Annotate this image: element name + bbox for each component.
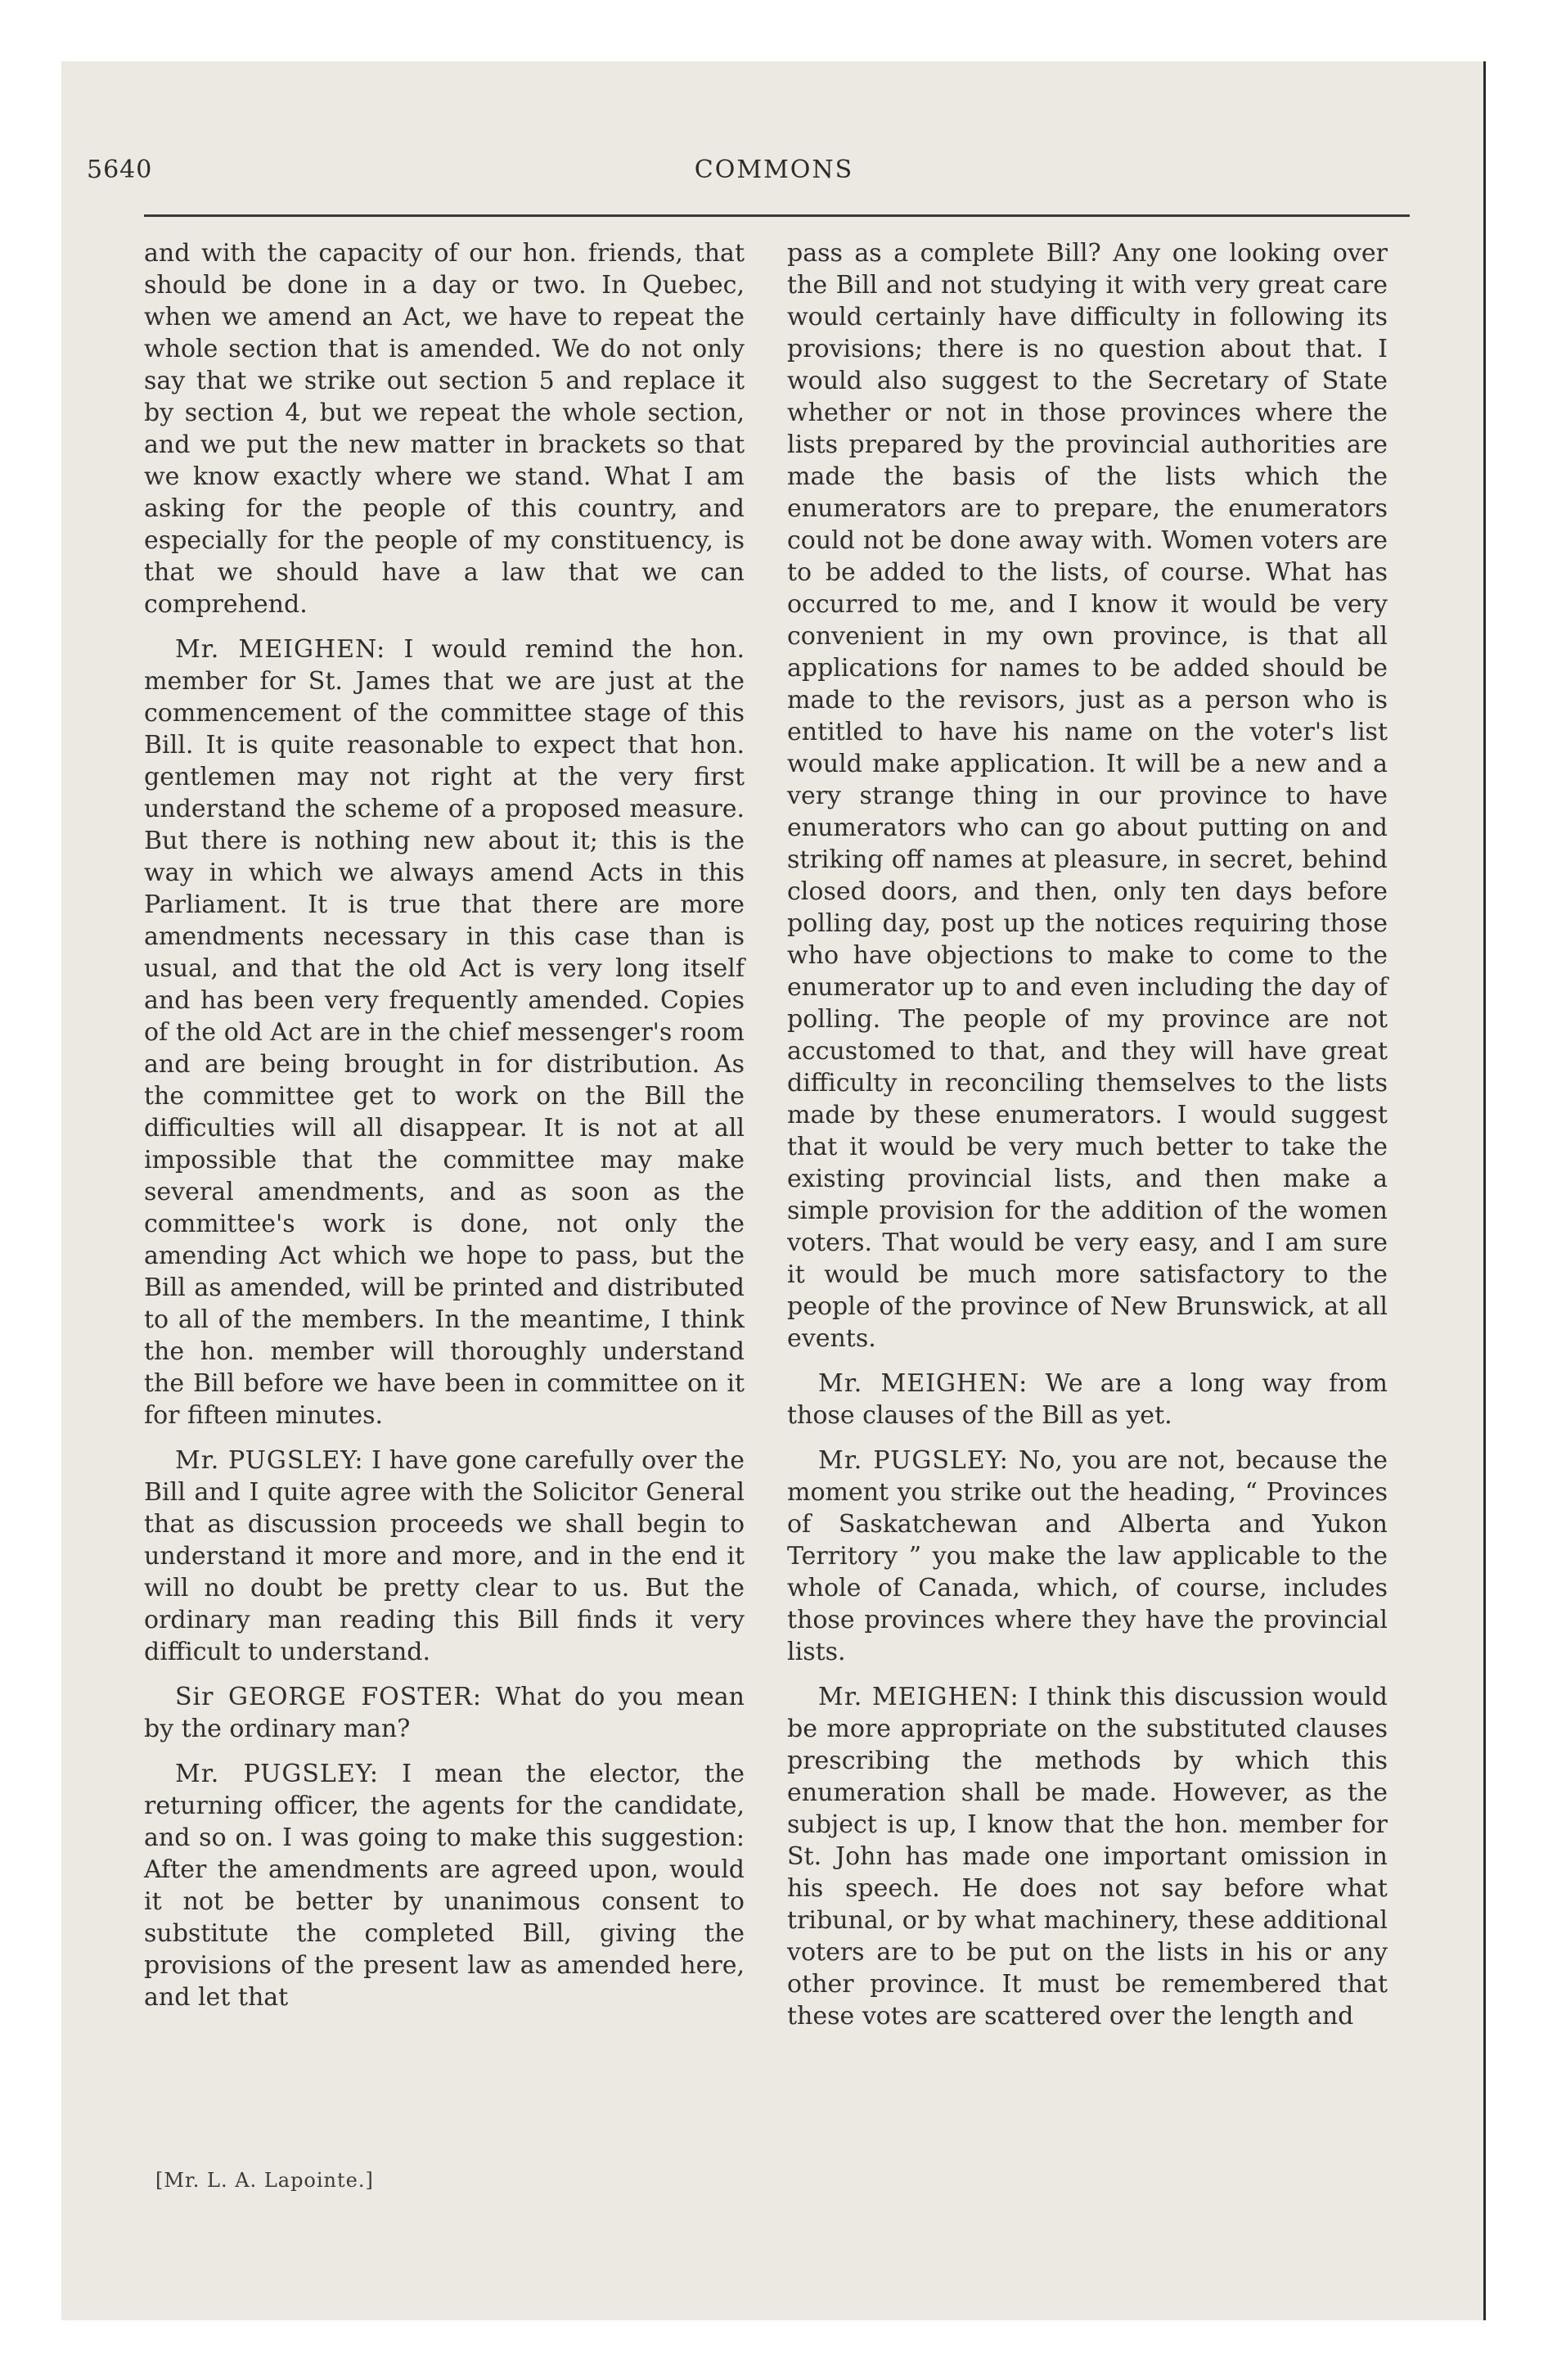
speaker-name: Mr. MEIGHEN: (818, 1683, 1019, 1711)
speech-text: We are a long way from those clauses of the Bill as yet. (787, 1369, 1388, 1430)
speech-text: I have gone carefully over the Bill and I quite agree with the Solicitor General that as discussion proceeds we shall begin to understand it more and more, and in the end it will no doubt be pretty clear to us. But the ordinary man reading this Bill finds it very difficult to understand. (144, 1446, 745, 1666)
paragraph-continued: and with the capacity of our hon. friends, that should be done in a day or two. In Quebec, when we amend an Act, we have to repeat the whole section that is amended. We do not only say that we strike out section 5 and replace it by section 4, but we repeat the whole section, and we put the new matter in brackets so that we know exactly where we stand. What I am asking for the people of this country, and especially for the people of my constituency, is that we should have a law that we can comprehend. (144, 239, 745, 619)
paragraph-continued: pass as a complete Bill? Any one looking over the Bill and not studying it with very great care would certainly have difficulty in following its provisions; there is no question about that. I would also suggest to the Secretary of State whether or not in those provinces where the lists prepared by the provincial authorities are made the basis of the lists which the enumerators are to prepare, the enumerators could not be done away with. Women voters are to be added to the lists, of course. What has occurred to me, and I know it would be very convenient in my own province, is that all applications for names to be added should be made to the revisors, just as a person who is entitled to have his name on the voter's list would make application. It will be a new and a very strange thing in our province to have enumerators who can go about putting on and striking off names at pleasure, in secret, behind closed doors, and then, only ten days before polling day, post up the notices requiring those who have objections to make to come to the enumerator up to and even including the day of polling. The people of my province are not accustomed to that, and they will have great difficulty in reconciling themselves to the lists made by these enumerators. I would suggest that it would be very much better to take the existing provincial lists, and then make a simple provision for the addition of the women voters. That would be very easy, and I am sure it would be much more satisfactory to the people of the province of New Brunswick, at all events. (787, 239, 1388, 1353)
speech-meighen-2 (787, 1368, 1388, 1431)
speaker-name: Mr. PUGSLEY: (818, 1446, 1009, 1475)
speaker-name: Mr. MEIGHEN: (818, 1369, 1028, 1398)
speech-text: I think this discussion would be more appropriate on the substituted clauses prescribing the methods by which this enumeration shall be made. However, as the subject is up, I know that the hon. member for St. John has made one important omission in his speech. He does not say before what tribunal, or by what machinery, these additional voters are to be put on the lists in his or any other province. It must be remembered that these votes are scattered over the length and (787, 1683, 1388, 2031)
speaker-name: Mr. MEIGHEN: (175, 635, 386, 664)
speech-meighen-1 (144, 633, 745, 1431)
speaker-name: Sir GEORGE FOSTER: (175, 1683, 482, 1711)
speaker-name: Mr. PUGSLEY: (175, 1446, 364, 1475)
speech-pugsley-3 (787, 1445, 1388, 1668)
running-head: COMMONS (694, 156, 854, 184)
speech-pugsley-2 (144, 1758, 745, 2013)
speech-text: No, you are not, because the moment you strike out the heading, “ Provinces of Saskatchewan and Alberta and Yukon Territory ” you make the law applicable to the whole of Canada, which, of course, includes those provinces where they have the provincial lists. (787, 1446, 1388, 1666)
page-number: 5640 (87, 156, 153, 184)
speaker-name: Mr. PUGSLEY: (175, 1760, 379, 1788)
page-edge-shadow (1483, 61, 1486, 2320)
speech-foster (144, 1681, 745, 1745)
left-column (144, 237, 745, 2026)
speaker-attribution: [Mr. L. A. Lapointe.] (155, 2169, 374, 2192)
speech-meighen-3 (787, 1681, 1388, 2032)
speech-pugsley-1 (144, 1445, 745, 1668)
speech-text: I would remind the hon. member for St. James that we are just at the commencement of the committee stage of this Bill. It is quite reasonable to expect that hon. gentlemen may not right at the very first understand the scheme of a proposed measure. But there is nothing new about it; this is the way in which we always amend Acts in this Parliament. It is true that there are more amendments necessary in this case than is usual, and that the old Act is very long itself and has been very frequently amended. Copies of the old Act are in the chief messenger's room and are being brought in for distribution. As the committee get to work on the Bill the difficulties will all disappear. It is not at all impossible that the committee may make several amendments, and as soon as the committee's work is done, not only the amending Act which we hope to pass, but the Bill as amended, will be printed and distributed to all of the members. In the meantime, I think the hon. member will thoroughly understand the Bill before we have been in committee on it for fifteen minutes. (144, 635, 745, 1430)
speech-text: What do you mean by the ordinary man? (144, 1683, 745, 1743)
speech-text: I mean the elector, the returning officer, the agents for the candidate, and so on. I was going to make this suggestion: After the amendments are agreed upon, would it not be better by unanimous consent to substitute the completed Bill, giving the provisions of the present law as amended here, and let that (144, 1760, 745, 2012)
right-column (787, 237, 1388, 2045)
header-rule (144, 214, 1410, 217)
